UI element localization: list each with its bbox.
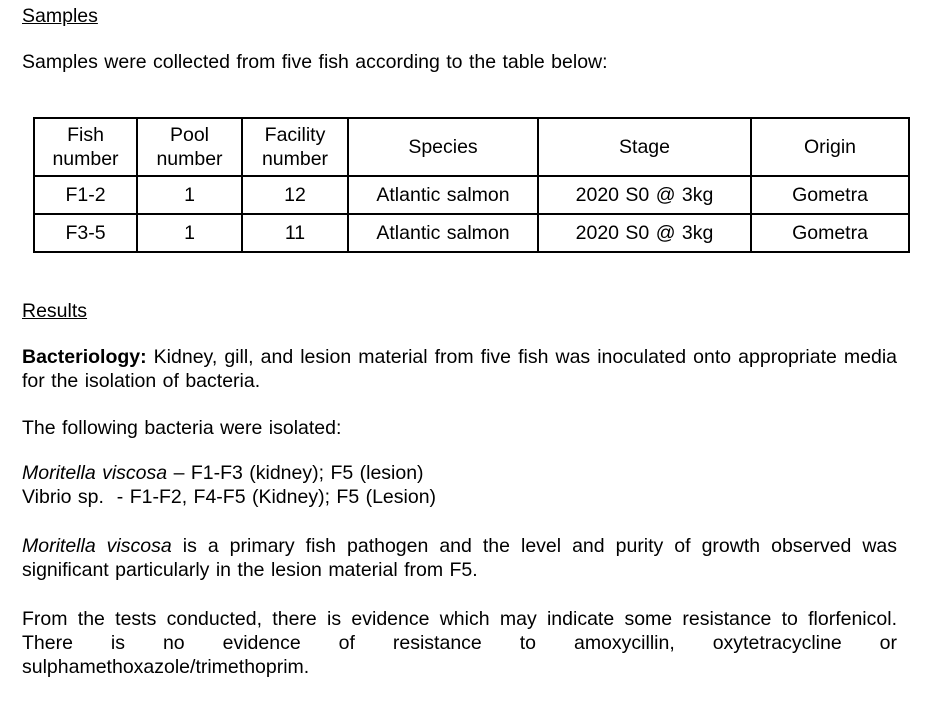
col-header-stage: Stage bbox=[538, 118, 751, 176]
cell-species: Atlantic salmon bbox=[348, 214, 538, 252]
cell-facility-number: 12 bbox=[242, 176, 348, 214]
samples-heading: Samples bbox=[22, 5, 98, 27]
isolated-intro: The following bacteria were isolated: bbox=[22, 417, 342, 439]
isolate-species-name: Vibrio sp. bbox=[22, 486, 111, 508]
cell-fish-number: F1-2 bbox=[34, 176, 137, 214]
isolate-details: – F1-F3 (kidney); F5 (lesion) bbox=[173, 462, 424, 484]
cell-species: Atlantic salmon bbox=[348, 176, 538, 214]
col-header-fish-number: Fish number bbox=[34, 118, 137, 176]
cell-stage: 2020 S0 @ 3kg bbox=[538, 176, 751, 214]
resistance-paragraph: From the tests conducted, there is evidence which may indicate some resistance to florfenicol. There is no evidence of resistance to amoxycillin, oxytetracycline or sulphamethoxazole/trimethoprim. bbox=[22, 608, 897, 678]
samples-table-header-row bbox=[34, 118, 909, 176]
cell-facility-number: 11 bbox=[242, 214, 348, 252]
isolates-list bbox=[22, 461, 897, 509]
pathogen-paragraph bbox=[22, 534, 897, 582]
cell-fish-number: F3-5 bbox=[34, 214, 137, 252]
table-row-f1-2 bbox=[34, 176, 909, 214]
cell-origin: Gometra bbox=[751, 176, 909, 214]
bacteriology-text: Kidney, gill, and lesion material from five fish was inoculated onto appropriate media for the isolation of bacteria. bbox=[22, 346, 897, 392]
cell-origin: Gometra bbox=[751, 214, 909, 252]
isolate-species-name: Moritella viscosa bbox=[22, 462, 168, 484]
cell-pool-number: 1 bbox=[137, 176, 242, 214]
pathogen-text: is a primary fish pathogen and the level and purity of growth observed was significant particularly in the lesion material from F5. bbox=[22, 535, 897, 581]
col-header-origin: Origin bbox=[751, 118, 909, 176]
results-heading: Results bbox=[22, 300, 88, 322]
cell-pool-number: 1 bbox=[137, 214, 242, 252]
col-header-facility-number: Facility number bbox=[242, 118, 348, 176]
samples-intro: Samples were collected from five fish according to the table below: bbox=[22, 51, 608, 73]
cell-stage: 2020 S0 @ 3kg bbox=[538, 214, 751, 252]
col-header-species: Species bbox=[348, 118, 538, 176]
isolate-vibrio bbox=[22, 485, 897, 509]
bacteriology-paragraph bbox=[22, 345, 897, 393]
isolate-details: - F1-F2, F4-F5 (Kidney); F5 (Lesion) bbox=[116, 486, 437, 508]
bacteriology-label: Bacteriology: bbox=[22, 346, 147, 368]
pathogen-species-name: Moritella viscosa bbox=[22, 535, 172, 557]
table-row-f3-5 bbox=[34, 214, 909, 252]
isolate-moritella bbox=[22, 461, 897, 485]
col-header-pool-number: Pool number bbox=[137, 118, 242, 176]
samples-table bbox=[33, 117, 910, 253]
